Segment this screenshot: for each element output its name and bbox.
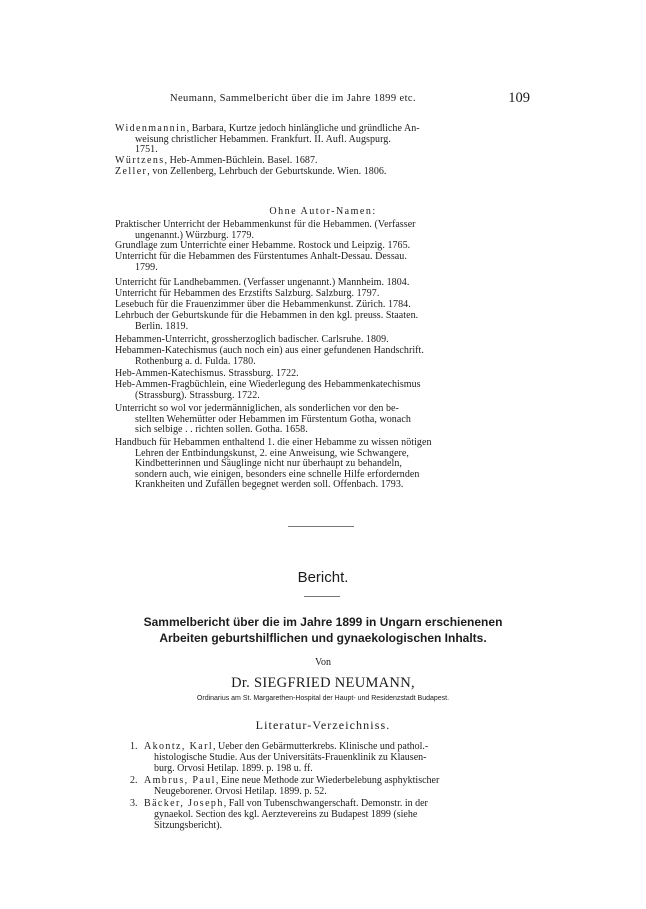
literature-number: 1. (130, 741, 138, 752)
bibliography-entry (115, 289, 525, 300)
bibliography-entry (115, 346, 525, 367)
running-title: Neumann, Sammelbericht über die im Jahre 1899 etc. (170, 93, 416, 104)
entry-continuation: stellten Wehemütter oder Hebammen im Fürstentum Gotha, wonach (135, 413, 411, 425)
entry-text: Unterricht für Landhebammen. (Verfasser ungenannt.) Mannheim. 1804. (115, 277, 410, 288)
bibliography-entry (115, 124, 525, 156)
entry-text: Unterricht so wol vor jedermänniglichen, als sonderlichen vor den be- (115, 403, 399, 414)
literature-text: , Eine neue Methode zur Wiederbelebung asphyktischer (215, 775, 440, 786)
entry-continuation: Lehren der Entbindungskunst, 2. eine Anweisung, wie Schwangere, (135, 447, 409, 459)
subtitle-line: Arbeiten geburtshilflichen und gynaekologischen Inhalts. (159, 631, 487, 645)
literature-number: 2. (130, 775, 138, 786)
section-title: Bericht. (297, 569, 349, 586)
entry-text: Unterricht für Hebammen des Erzstifts Salzburg. Salzburg. 1797. (115, 288, 380, 299)
section-divider (288, 526, 354, 527)
literature-number: 3. (130, 798, 138, 809)
bibliography-entry (115, 369, 525, 380)
entry-continuation: (Strassburg). Strassburg. 1722. (135, 389, 260, 401)
entry-continuation: Rothenburg a. d. Fulda. 1780. (135, 355, 256, 367)
literature-text: , Ueber den Gebärmutterkrebs. Klinische und pathol.- (213, 741, 429, 752)
entry-text: Lehrbuch der Geburtskunde für die Hebammen in den kgl. preuss. Staaten. (115, 310, 419, 321)
entry-continuation: Kindbetterinnen und Säuglinge nicht nur überhaupt zu behandeln, (135, 458, 402, 470)
literature-author: Akontz, Karl (144, 741, 214, 752)
bibliography-entry (115, 311, 525, 332)
literature-continuation: Sitzungsbericht). (154, 819, 223, 831)
entry-continuation: weisung christlicher Hebammen. Frankfurt. II. Aufl. Augspurg. (135, 133, 391, 145)
entry-continuation: 1799. (135, 261, 158, 273)
bibliography-entry (115, 335, 525, 346)
entry-text: Heb-Ammen-Fragbüchlein, eine Wiederlegung des Hebammenkatechismus (115, 379, 421, 390)
subtitle-line: Sammelbericht über die im Jahre 1899 in Ungarn erschienenen (143, 615, 503, 629)
literature-continuation: gynaekol. Section des kgl. Aerztevereins zu Budapest 1899 (siehe (154, 808, 418, 820)
bibliography-entry (115, 220, 525, 241)
entry-continuation: sondern auch, wie einigen, besonders eine schnelle Hilfe erfordernden (135, 468, 420, 480)
bibliography-entry (115, 241, 525, 252)
by-line: Von (315, 657, 331, 668)
report-subtitle (0, 614, 646, 646)
entry-text: Heb-Ammen-Katechismus. Strassburg. 1722. (115, 368, 299, 379)
literature-continuation: Neugeborener. Orvosi Hetilap. 1899. p. 52. (154, 785, 327, 797)
anonymous-heading: Ohne Autor-Namen: (269, 206, 377, 217)
entry-continuation: ungenannt.) Würzburg. 1779. (135, 229, 255, 241)
bibliography-entry (115, 252, 525, 273)
literature-continuation: burg. Orvosi Hetilap. 1899. p. 198 u. ff. (154, 762, 313, 774)
author-name: Dr. SIEGFRIED NEUMANN, (231, 675, 415, 691)
literature-author: Bäcker, Joseph (144, 798, 224, 809)
entry-text: , Heb-Ammen-Büchlein. Basel. 1687. (164, 155, 318, 166)
literature-heading: Literatur-Verzeichniss. (255, 718, 391, 732)
entry-author: Würtzens (115, 155, 165, 166)
entry-text: Hebammen-Katechismus (auch noch ein) aus einer gefundenen Handschrift. (115, 345, 424, 356)
bibliography-entry (115, 438, 525, 491)
entry-text: Handbuch für Hebammen enthaltend 1. die einer Hebamme zu wissen nötigen (115, 437, 432, 448)
entry-text: Praktischer Unterricht der Hebammenkunst für die Hebammen. (Verfasser (115, 219, 416, 230)
literature-text: , Fall von Tubenschwangerschaft. Demonstr. in der (223, 798, 428, 809)
literature-continuation: histologische Studie. Aus der Universitäts-Frauenklinik zu Klausen- (154, 751, 427, 763)
author-affiliation: Ordinarius am St. Margarethen-Hospital der Haupt- und Residenzstadt Budapest. (196, 695, 450, 702)
entry-text: Lesebuch für die Frauenzimmer über die Hebammenkunst. Zürich. 1784. (115, 299, 411, 310)
bibliography-entry (115, 404, 525, 436)
entry-text: Unterricht für die Hebammen des Fürstentumes Anhalt-Dessau. Dessau. (115, 251, 407, 262)
literature-item (130, 776, 530, 798)
bibliography-entry (115, 380, 525, 401)
entry-continuation: Krankheiten und Zufällen begegnet werden soll. Offenbach. 1793. (135, 479, 404, 491)
bibliography-entry (115, 278, 525, 289)
entry-author: Widenmannin (115, 123, 187, 134)
entry-continuation: sich selbige . . richten sollen. Gotha. 1658. (135, 424, 308, 436)
entry-text: Hebammen-Unterricht, grossherzoglich badischer. Carlsruhe. 1809. (115, 334, 389, 345)
title-underline (304, 596, 340, 597)
entry-text: , Barbara, Kurtze jedoch hinlängliche und gründliche An- (186, 123, 420, 134)
entry-continuation: 1751. (135, 144, 158, 156)
running-header (170, 90, 530, 107)
bibliography-entry (115, 167, 525, 178)
page-number: 109 (508, 90, 530, 106)
literature-item (130, 799, 530, 831)
entry-text: , von Zellenberg, Lehrbuch der Geburtskunde. Wien. 1806. (147, 166, 387, 177)
literature-item (130, 742, 530, 774)
literature-author: Ambrus, Paul (144, 775, 216, 786)
bibliography-entry (115, 156, 525, 167)
entry-author: Zeller (115, 166, 148, 177)
bibliography-entry (115, 300, 525, 311)
entry-continuation: Berlin. 1819. (135, 320, 189, 332)
entry-text: Grundlage zum Unterrichte einer Hebamme. Rostock und Leipzig. 1765. (115, 240, 411, 251)
